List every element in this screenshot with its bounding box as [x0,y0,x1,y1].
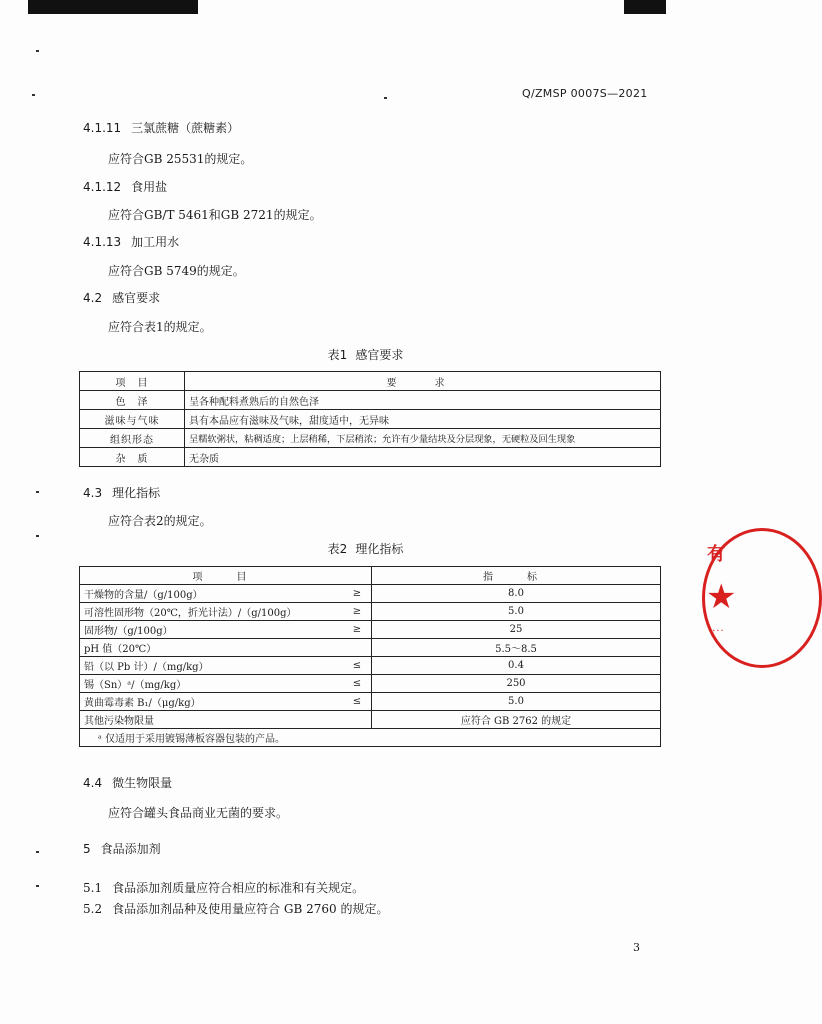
section-body: 应符合罐头食品商业无菌的要求。 [108,806,289,820]
section-number: 4.1.12 [83,180,122,194]
section-heading [83,119,239,136]
table1-caption [0,346,723,363]
section-body: 应符合GB 25531的规定。 [108,152,253,166]
scan-speck [36,851,39,853]
section-number: 4.3 [83,486,103,500]
section-title: 食品添加剂 [100,842,161,856]
table2-caption-title: 理化指标 [355,542,404,556]
table-cell-sign: ≤ [343,675,372,693]
table-cell-item: 固形物/（g/100g） [80,621,344,639]
section-heading [83,484,160,501]
physicochemical-indicators-table [79,566,661,747]
table-cell-sign: ≤ [343,657,372,675]
table-cell-item: 黄曲霉毒素 B₁/（μg/kg） [80,693,344,711]
table-row [80,639,661,657]
table-cell-item: pH 值（20℃） [80,639,344,657]
table-cell-value: 25 [372,621,661,639]
table2-caption [0,540,723,557]
section-heading [83,233,179,250]
table-cell-item: 滋味与气味 [80,410,185,429]
clause-number: 5.2 [83,902,103,916]
table-footnote: ᵃ 仅适用于采用镀锡薄板容器包装的产品。 [80,729,661,747]
star-icon: ★ [706,577,737,617]
table-row [80,657,661,675]
table-header-cell: 项 目 [80,372,185,391]
clause-text: 食品添加剂质量应符合相应的标准和有关规定。 [112,881,365,895]
section-title: 食用盐 [131,180,168,194]
table-cell-sign: ≤ [343,693,372,711]
table-row [80,429,661,448]
table-cell-value: 5.0 [372,603,661,621]
clause-item [83,879,364,896]
table1-caption-number: 表1 [327,348,348,362]
table-row [80,410,661,429]
section-number: 4.4 [83,776,103,790]
table-cell-sign [343,711,372,729]
table-cell-requirement: 呈糯软粥状，粘稠适度；上层稍稀，下层稍浓；允许有少量结块及分层现象，无硬粒及回生现象 [185,429,661,448]
table1-caption-title: 感官要求 [355,348,404,362]
table-cell-item: 其他污染物限量 [80,711,344,729]
section-title: 感官要求 [112,291,161,305]
table-cell-value: 0.4 [372,657,661,675]
table-header-cell: 项 目 [80,567,372,585]
table-row [80,711,661,729]
table-row [80,603,661,621]
section-heading [83,178,167,195]
table-cell-sign [343,639,372,657]
table-row [80,675,661,693]
scan-speck [36,885,39,887]
scan-speck [36,50,39,52]
clause-item [83,900,388,917]
table-cell-value: 5.5～8.5 [372,639,661,657]
section-body: 应符合GB 5749的规定。 [108,264,245,278]
section-title: 理化指标 [112,486,161,500]
table-cell-value: 5.0 [372,693,661,711]
table-cell-sign: ≥ [343,603,372,621]
section-title: 三氯蔗糖（蔗糖素） [131,121,240,135]
table-cell-item: 色 泽 [80,391,185,410]
section-heading [83,774,172,791]
clause-number: 5.1 [83,881,103,895]
table-row [80,448,661,467]
scan-speck [32,94,35,96]
sensory-requirements-table [79,371,661,467]
table-cell-value: 8.0 [372,585,661,603]
section-number: 4.2 [83,291,103,305]
table-cell-item: 铅（以 Pb 计）/（mg/kg） [80,657,344,675]
company-seal-stamp [702,528,742,668]
table-row [80,391,661,410]
section-number: 5 [83,842,91,856]
table-row [80,585,661,603]
table-header-cell: 指 标 [372,567,661,585]
table-cell-requirement: 具有本品应有滋味及气味，甜度适中，无异味 [185,410,661,429]
scan-speck [36,491,39,493]
section-heading [83,289,160,306]
table-cell-item: 组织形态 [80,429,185,448]
table-cell-value: 应符合 GB 2762 的规定 [372,711,661,729]
section-title: 加工用水 [131,235,180,249]
section-body: 应符合GB/T 5461和GB 2721的规定。 [108,208,322,222]
seal-dots: ···· [708,626,725,637]
seal-text: 有 [707,544,725,565]
section-title: 微生物限量 [112,776,173,790]
table-cell-requirement: 呈各种配料煮熟后的自然色泽 [185,391,661,410]
table-cell-item: 干燥物的含量/（g/100g） [80,585,344,603]
table-cell-sign: ≥ [343,621,372,639]
section-heading [83,840,161,857]
section-body: 应符合表2的规定。 [108,514,212,528]
table-cell-sign: ≥ [343,585,372,603]
table-row [80,621,661,639]
page-number: 3 [633,941,640,954]
scan-top-bar-right [624,0,666,14]
table-cell-item: 杂 质 [80,448,185,467]
document-code: Q/ZMSP 0007S—2021 [522,87,648,100]
table-cell-value: 250 [372,675,661,693]
table-cell-item: 可溶性固形物（20℃，折光计法）/（g/100g） [80,603,344,621]
scan-speck [384,97,387,99]
table-header-row [80,372,661,391]
section-number: 4.1.13 [83,235,122,249]
table-cell-requirement: 无杂质 [185,448,661,467]
section-number: 4.1.11 [83,121,122,135]
table2-caption-number: 表2 [327,542,348,556]
table-row [80,693,661,711]
table-header-row [80,567,661,585]
scan-speck [36,535,39,537]
table-footnote-row [80,729,661,747]
table-cell-item: 锡（Sn）ᵃ/（mg/kg） [80,675,344,693]
table-header-cell: 要 求 [185,372,661,391]
scan-top-bar-left [28,0,198,14]
section-body: 应符合表1的规定。 [108,320,212,334]
clause-text: 食品添加剂品种及使用量应符合 GB 2760 的规定。 [112,902,389,916]
